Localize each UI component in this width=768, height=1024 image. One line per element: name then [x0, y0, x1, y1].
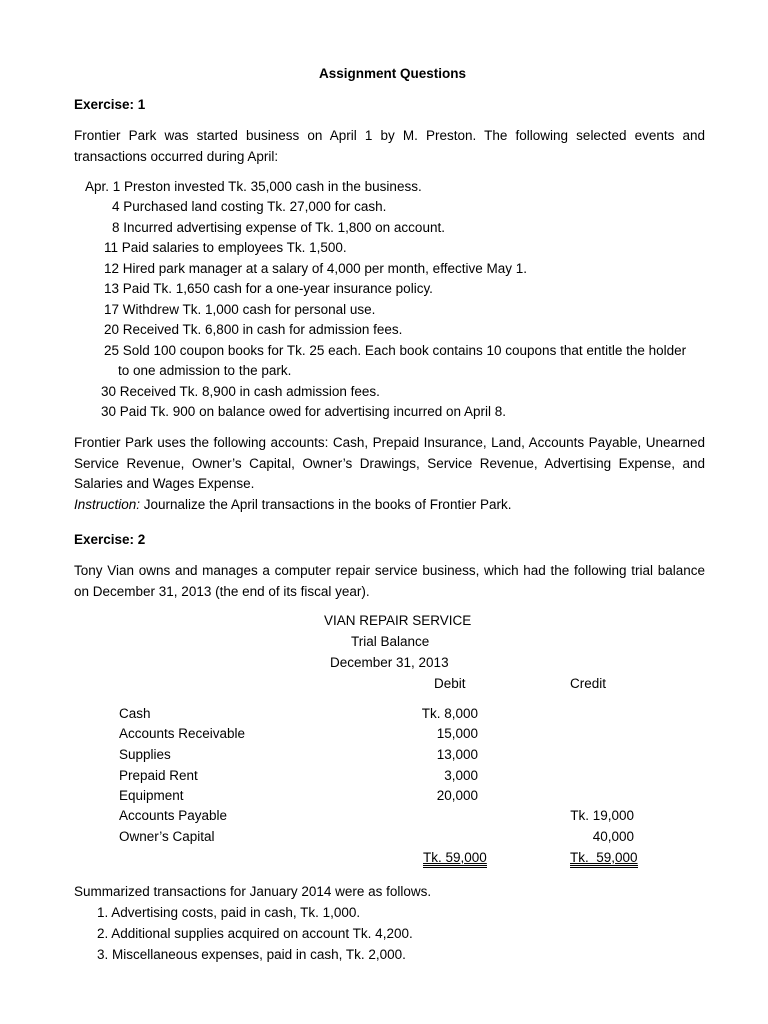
transaction-item: 2. Additional supplies acquired on account Tk. 4,200. — [97, 926, 413, 941]
tb-debit: Tk. 8,000 — [421, 706, 478, 721]
event-line: 30 Paid Tk. 900 on balance owed for advertising incurred on April 8. — [101, 404, 506, 419]
exercise-2-intro: Tony Vian owns and manages a computer repair service business, which had the following trial balance on December 31, 2013 (the end of its fiscal year). — [74, 563, 705, 599]
tb-total-debit — [423, 848, 487, 868]
event-line: 11 Paid salaries to employees Tk. 1,500. — [104, 240, 347, 255]
summary-intro: Summarized transactions for January 2014 were as follows. — [74, 884, 432, 899]
event-line: 30 Received Tk. 8,900 in cash admission fees. — [101, 384, 380, 399]
event-line: 25 Sold 100 coupon books for Tk. 25 each. Each book contains 10 coupons that entitle the holder — [104, 343, 687, 358]
exercise-1-heading: Exercise: 1 — [74, 97, 146, 112]
event-line: 17 Withdrew Tk. 1,000 cash for personal use. — [104, 302, 376, 317]
exercise-2-heading: Exercise: 2 — [74, 532, 146, 547]
tb-total-credit — [570, 848, 638, 868]
tb-debit: 3,000 — [444, 768, 478, 783]
event-line: 8 Incurred advertising expense of Tk. 1,800 on account. — [112, 220, 445, 235]
statement-date: December 31, 2013 — [330, 655, 449, 670]
transaction-item: 3. Miscellaneous expenses, paid in cash, Tk. 2,000. — [97, 947, 406, 962]
statement-title: Trial Balance — [351, 634, 430, 649]
tb-credit: Tk. 19,000 — [570, 808, 634, 823]
instruction-text: Journalize the April transactions in the books of Frontier Park. — [140, 496, 512, 512]
company-name: VIAN REPAIR SERVICE — [324, 613, 472, 628]
tb-account: Accounts Payable — [119, 808, 228, 823]
page-title: Assignment Questions — [319, 66, 467, 81]
tb-account: Owner’s Capital — [119, 829, 215, 844]
event-line: 13 Paid Tk. 1,650 cash for a one-year insurance policy. — [104, 281, 433, 296]
accounts-text: Frontier Park uses the following accounts: Cash, Prepaid Insurance, Land, Accounts Payable, Unearned Service Revenue, Owner’s Capital, Owner’s Drawings, Service Revenue, Advertising Expense, and Salaries and Wages Expense. — [74, 435, 705, 491]
debit-header: Debit — [434, 676, 466, 691]
event-line: 12 Hired park manager at a salary of 4,000 per month, effective May 1. — [104, 261, 527, 276]
event-line: 4 Purchased land costing Tk. 27,000 for cash. — [112, 199, 387, 214]
tb-debit: 20,000 — [436, 788, 478, 803]
tb-account: Prepaid Rent — [119, 768, 198, 783]
tb-account: Equipment — [119, 788, 184, 803]
tb-account: Supplies — [119, 747, 171, 762]
tb-debit: 15,000 — [436, 726, 478, 741]
event-line-continued: to one admission to the park. — [118, 363, 292, 378]
event-line: Apr. 1 Preston invested Tk. 35,000 cash in the business. — [85, 179, 422, 194]
transaction-item: 1. Advertising costs, paid in cash, Tk. 1,000. — [97, 905, 361, 920]
event-line: 20 Received Tk. 6,800 in cash for admission fees. — [104, 322, 403, 337]
total-debit-value: Tk. 59,000 — [423, 850, 487, 868]
instruction-label: Instruction: — [74, 496, 141, 512]
accounts-paragraph — [74, 433, 705, 515]
credit-header: Credit — [570, 676, 607, 691]
exercise-1-intro: Frontier Park was started business on April 1 by M. Preston. The following selected events and transactions occurred during April: — [74, 128, 705, 164]
total-credit-value: Tk. 59,000 — [570, 850, 638, 868]
tb-debit: 13,000 — [436, 747, 478, 762]
tb-account: Cash — [119, 706, 151, 721]
tb-account: Accounts Receivable — [119, 726, 246, 741]
tb-credit: 40,000 — [592, 829, 634, 844]
